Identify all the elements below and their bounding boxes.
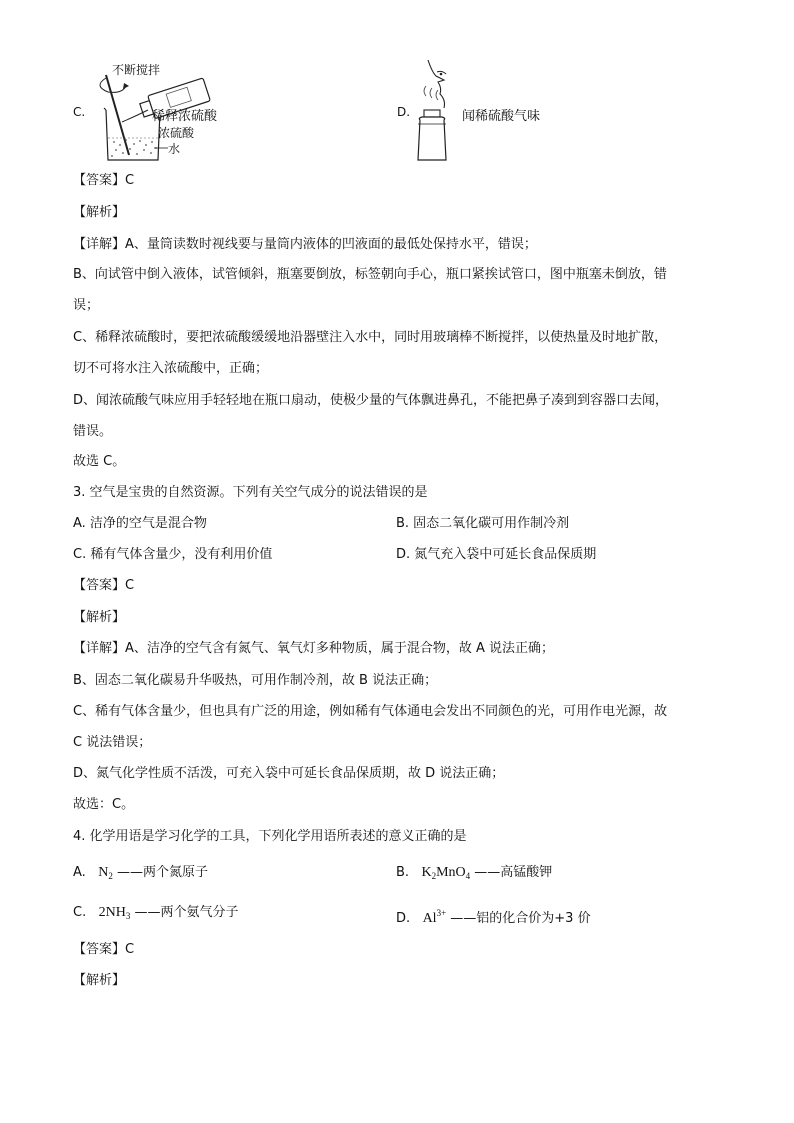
smell-diagram	[410, 58, 470, 163]
answer-label: 【答案】C	[73, 173, 135, 188]
option-text: ——两个氨气分子	[134, 905, 239, 920]
analysis-label: 【解析】	[73, 973, 126, 988]
option-b	[396, 864, 552, 885]
option-d: D. 氮气充入袋中可延长食品保质期	[396, 547, 597, 562]
option-text: ——高锰酸钾	[474, 865, 553, 880]
option-d-letter: D.	[397, 105, 411, 119]
chemical-formula: $K_2MnO_4$	[421, 865, 471, 881]
detail-c-line1: C、稀释浓硫酸时，要把浓硫酸缓缓地沿器壁注入水中，同时用玻璃棒不断搅拌，以使热量及时地扩散，	[73, 330, 668, 345]
answer-label: 【答案】C	[73, 578, 135, 593]
option-c: C. 稀有气体含量少，没有利用价值	[73, 547, 273, 562]
detail-b-line2: 误；	[73, 298, 100, 313]
option-a	[73, 864, 208, 885]
option-text: ——铝的化合价为+3 价	[450, 911, 591, 926]
analysis-label: 【解析】	[73, 205, 126, 220]
detail-a: 【详解】A、洁净的空气含有氮气、氧气灯多种物质，属于混合物，故 A 说法正确；	[73, 641, 555, 656]
question-stem: 3. 空气是宝贵的自然资源。下列有关空气成分的说法错误的是	[73, 485, 428, 500]
detail-a: 【详解】A、量筒读数时视线要与量筒内液体的凹液面的最低处保持水平，错误；	[73, 237, 537, 252]
chemical-formula: $Al^{3+}$	[422, 908, 447, 926]
detail-d-line1: D、闻浓硫酸气味应用手轻轻地在瓶口扇动，使极少量的气体飘进鼻孔，不能把鼻子凑到到容器口去闻，	[73, 393, 669, 408]
detail-c-line1: C、稀有气体含量少，但也具有广泛的用途，例如稀有气体通电会发出不同颜色的光，可用作电光源，故	[73, 704, 668, 719]
conclusion: 故选：C。	[73, 797, 135, 812]
water-label: 水	[168, 142, 181, 156]
answer-label: 【答案】C	[73, 942, 135, 957]
detail-b-line1: B、向试管中倒入液体，试管倾斜，瓶塞要倒放，标签朝向手心，瓶口紧挨试管口，图中瓶塞未倒放，错	[73, 267, 667, 282]
option-letter: B.	[396, 865, 410, 880]
detail-d: D、氮气化学性质不活泼，可充入袋中可延长食品保质期，故 D 说法正确；	[73, 766, 505, 781]
question-stem: 4. 化学用语是学习化学的工具，下列化学用语所表述的意义正确的是	[73, 829, 467, 844]
figure-c-title: 稀释浓硫酸	[152, 109, 218, 124]
detail-c-line2: C 说法错误；	[73, 735, 152, 750]
detail-d-line2: 错误。	[73, 424, 113, 439]
conclusion: 故选 C。	[73, 454, 126, 469]
option-letter: A.	[73, 865, 86, 880]
option-c	[73, 904, 239, 925]
option-letter: D.	[396, 911, 411, 926]
option-c-letter: C.	[73, 105, 86, 119]
chemical-formula: $N_2$	[98, 865, 113, 881]
option-text: ——两个氮原子	[116, 865, 208, 880]
analysis-label: 【解析】	[73, 610, 126, 625]
figure-d-title: 闻稀硫酸气味	[462, 109, 541, 124]
detail-b: B、固态二氧化碳易升华吸热，可用作制冷剂，故 B 说法正确；	[73, 673, 438, 688]
chemical-formula: $2NH_3$	[98, 905, 131, 921]
acid-label: 浓硫酸	[158, 126, 195, 140]
stir-label: 不断搅拌	[112, 63, 161, 77]
detail-c-line2: 切不可将水注入浓硫酸中，正确；	[73, 361, 269, 376]
option-d	[396, 904, 591, 928]
option-b: B. 固态二氧化碳可用作制冷剂	[396, 516, 570, 531]
option-a: A. 洁净的空气是混合物	[73, 516, 207, 531]
option-letter: C.	[73, 905, 87, 920]
